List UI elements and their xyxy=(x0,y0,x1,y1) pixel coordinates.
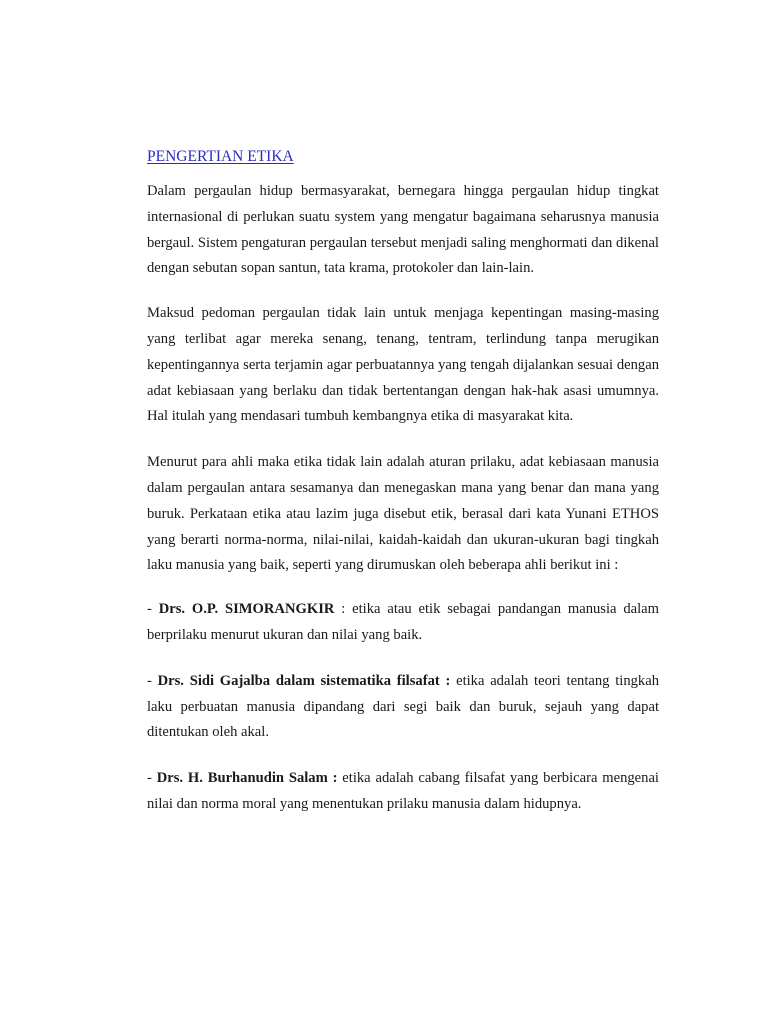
definition-prefix: - xyxy=(147,601,159,618)
paragraph-experts: Menurut para ahli maka etika tidak lain adalah aturan prilaku, adat kebiasaan manusia dalam pergaulan antara sesamanya dan menegaskan mana yang benar dan mana yang buruk. Perkataan etika atau lazim juga disebut etik, berasal dari kata Yunani ETHOS yang berarti norma-norma, nilai-nilai, kaidah-kaidah dan ukuran-ukuran bagi tingkah laku manusia yang baik, seperti yang dirumuskan oleh beberapa ahli berikut ini : xyxy=(147,454,659,574)
definition-text: : etika atau etik sebagai pandangan manusia dalam berprilaku menurut ukuran dan nilai yang baik. xyxy=(147,601,660,643)
definition-gajalba xyxy=(147,669,659,746)
definition-author: Drs. Sidi Gajalba dalam sistematika filsafat : xyxy=(157,672,451,689)
definition-salam xyxy=(147,766,659,818)
paragraph-purpose: Maksud pedoman pergaulan tidak lain untuk menjaga kepentingan masing-masing yang terlibat agar mereka senang, tenang, tentram, terlindung tanpa merugikan kepentingannya serta terjamin agar perbuatannya yang tengah dijalankan sesuai dengan adat kebiasaan yang berlaku dan tidak bertentangan dengan hak-hak asasi umumnya. Hal itulah yang mendasari tumbuh kembangnya etika di masyarakat kita. xyxy=(147,305,659,425)
definition-text: etika adalah teori tentang tingkah laku perbuatan manusia dipandang dari segi baik dan buruk, sejauh yang dapat ditentukan oleh akal. xyxy=(147,672,660,741)
definition-author: Drs. O.P. SIMORANGKIR xyxy=(158,601,335,618)
definition-simorangkir xyxy=(147,597,659,649)
document-title: PENGERTIAN ETIKA xyxy=(147,148,294,165)
definition-prefix: - xyxy=(147,672,158,689)
document-body xyxy=(147,146,659,818)
definition-author: Drs. H. Burhanudin Salam : xyxy=(156,770,338,787)
paragraph-intro: Dalam pergaulan hidup bermasyarakat, bernegara hingga pergaulan hidup tingkat internasional di perlukan suatu system yang mengatur bagaimana seharusnya manusia bergaul. Sistem pengaturan pergaulan tersebut menjadi saling menghormati dan dikenal dengan sebutan sopan santun, tata krama, protokoler dan lain-lain. xyxy=(147,183,659,277)
definition-text: etika adalah cabang filsafat yang berbicara mengenai nilai dan norma moral yang menentukan prilaku manusia dalam hidupnya. xyxy=(147,770,659,812)
definition-prefix: - xyxy=(147,770,157,787)
